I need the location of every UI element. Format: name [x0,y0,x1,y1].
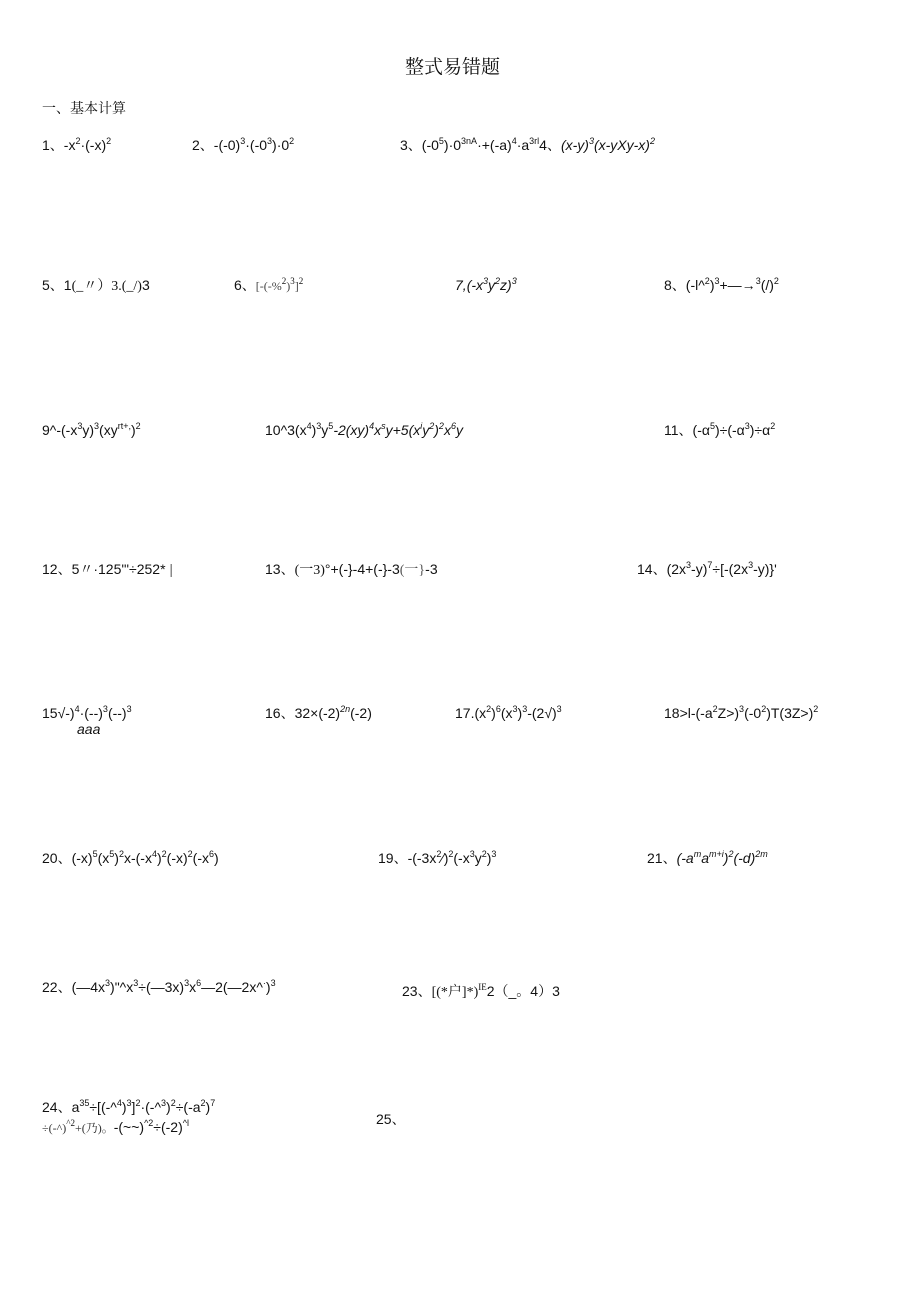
problem-16: 16、$32\times(-2)^{2n}(-2)$ [265,704,372,721]
problem-11: 11、$(-\alpha^5)\div(-\alpha^3)\div\alpha^2$ [664,421,776,438]
problem-7: $7,(-x^3y^2z)^3$ [455,276,517,293]
problem-19: 19、$-(-3x^2⁄)^2(-x^3y^2)^3$ [378,849,497,866]
problem-1: 1、$-x^2\cdot(-x)^2$ [42,136,112,153]
problem-21: 21、$(-a^ma^{m+i})^2(-d)^{2m}$ [647,849,768,866]
problem-3-4: 3、$(-0^5)\cdot 0^{3nA}\cdot+(-a)^4\cdot a^{3rl}4$、$(x-y)^3(x-yXy-x)^2$ [400,136,655,153]
problem-23: 23、[(*户]*)$^{IE}$2（_。4）3 [402,982,560,1000]
problem-18: $18>l-(-a^2Z>)^3(-0^2)T(3Z>)^2$ [664,704,819,721]
problem-13: 13、(一3)°+(-}-4+(-}-3(一}-3 [265,561,438,578]
problem-17: $17.(x^2)^6(x^3)^3-(2√)^3$ [455,704,562,721]
section-heading: 一、基本计算 [42,101,126,117]
problem-20: 20、$(-x)^5(x^5)^2x-(-x^4)^2(-x)^2(-x^6)$ [42,849,219,866]
problem-12: 12、5〃·125'"÷252* | [42,561,174,577]
page-title: 整式易错题 [405,56,501,78]
problem-9: $9\^{}-(-x^3y)^3(xy^{rt+,})^2$ [42,421,141,438]
problem-8: 8、$(-l\^{}^2)^3+—\to^3(/)^2$ [664,276,779,293]
problem-14: 14、$(2x^3-y)^7\div[-(2x^3-y)\}'$ [637,560,777,577]
problem-25: 25、 [376,1111,406,1127]
problem-15: $15√-)^4\cdot(--)^3(--)^3$ [42,704,132,721]
problem-10: $10\^{}3(x^4)^3y^5-2(xy)^4x^sy+5(x^iy^2)^2x^6y$ [265,421,463,438]
problem-5: 5、1(_〃）3.(_/)3 [42,277,150,294]
problem-6: 6、$[-(-\%^2)^3]^2$ [234,276,304,293]
problem-22: 22、$(—4x^3)"\^{}x^3\div(—3x)^3x^6—2(—2x\^{}^\cdot)^3$ [42,978,276,995]
problem-2: 2、$-(-0)^3\cdot(-0^3)\cdot 0^2$ [192,136,295,153]
problem-24-continued: ÷(-^)$^{\^{}2}$+(乃)。$-(\sim\sim)^{\^{}2}\div(-2)^{\^{}l}$ [42,1118,189,1135]
problem-24: 24、$a^{35}\div[(-\^{}^4)^3]^2\cdot(-\^{}^3)^2\div(-a^2)^7$ [42,1098,216,1115]
problem-15-denominators: aaa [77,721,101,737]
